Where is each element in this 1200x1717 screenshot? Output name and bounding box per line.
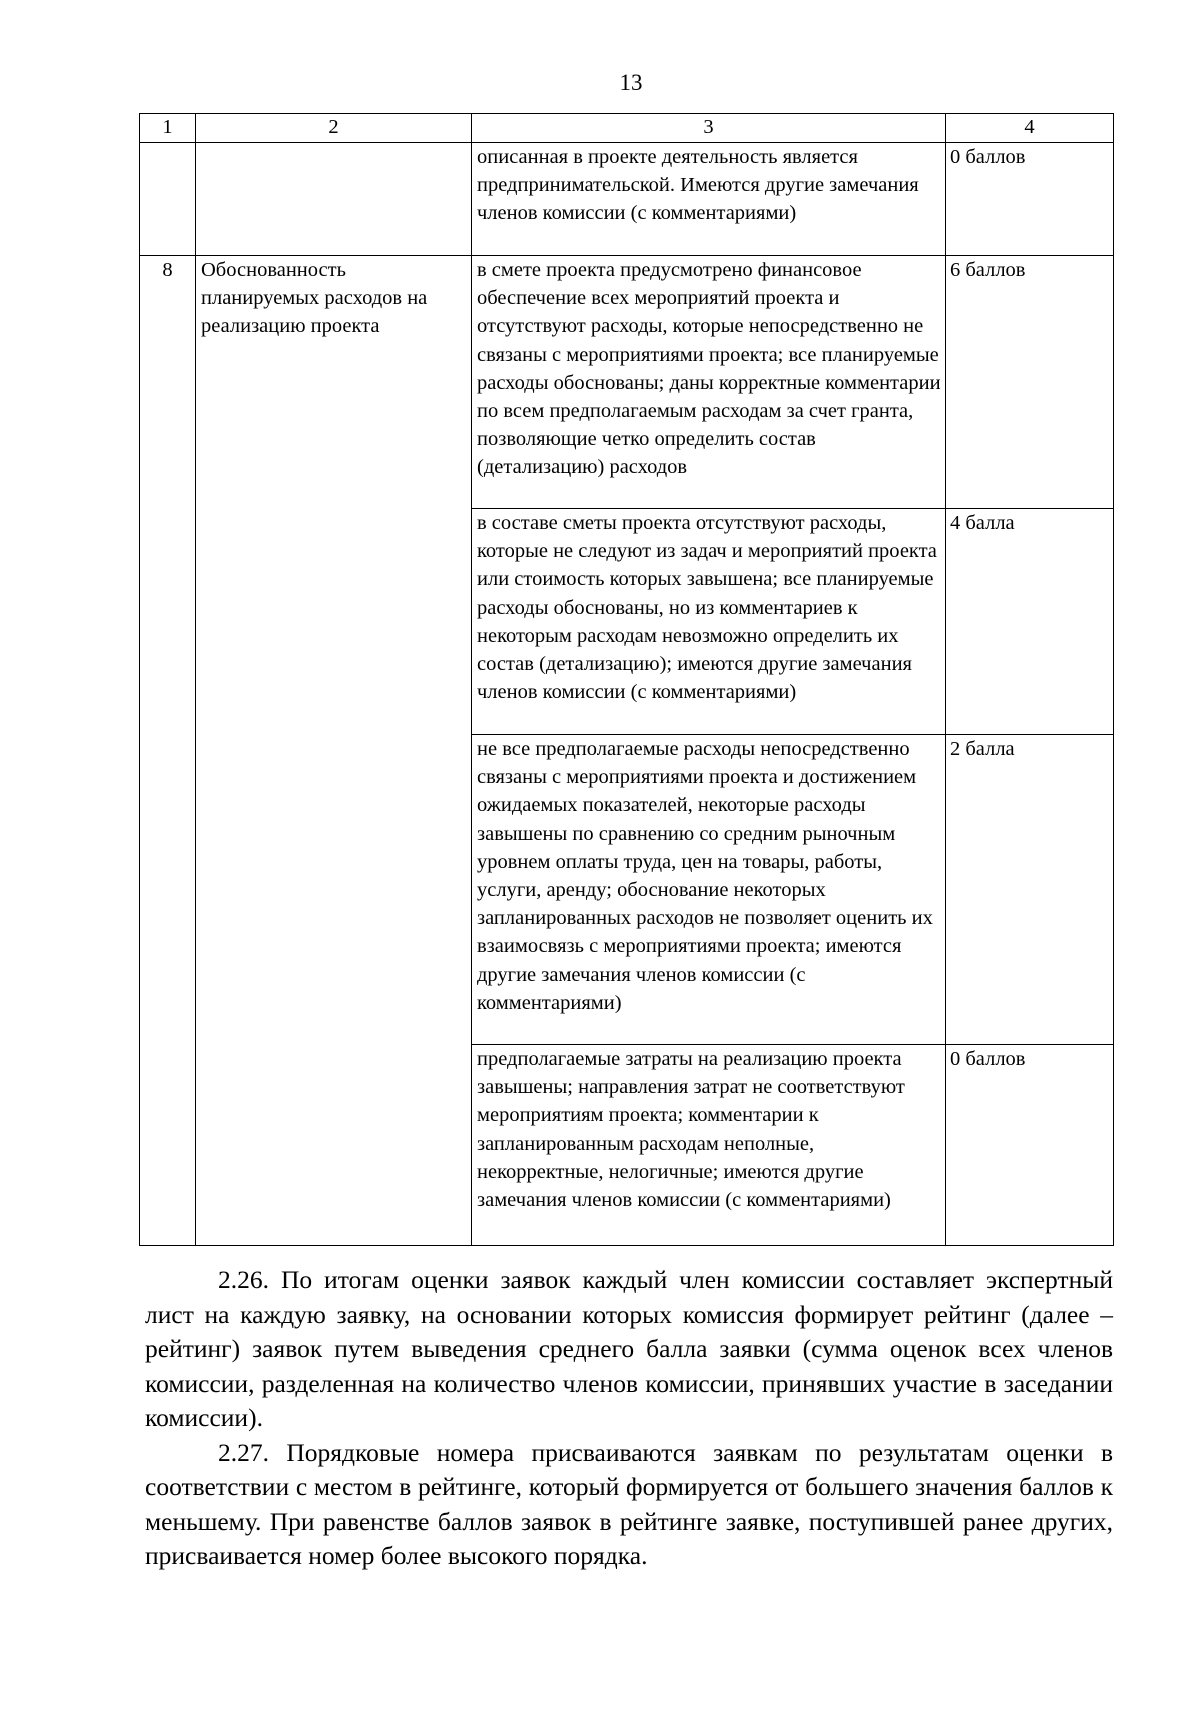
- column-header: 3: [472, 114, 946, 143]
- paragraph-2-26: 2.26. По итогам оценки заявок каждый член комиссии составляет экспертный лист на каждую заявку, на основании которых комиссия формирует рейтинг (далее – рейтинг) заявок путем выведения среднего балла заявки (сумма оценок всех членов комиссии, разделенная на количество членов комиссии, принявших участие в заседании комиссии).: [145, 1265, 1113, 1432]
- page-number: 13: [619, 70, 643, 95]
- table-header-row: [140, 114, 1114, 143]
- table-row: [140, 143, 1114, 256]
- body-text: [145, 1263, 1113, 1574]
- column-header: 4: [946, 114, 1114, 143]
- level-description: описанная в проекте деятельность является предпринимательской. Имеются другие замечания членов комиссии (с комментариями): [472, 143, 946, 256]
- column-header: 1: [140, 114, 196, 143]
- table-row: [140, 256, 1114, 509]
- level-score: 0 баллов: [946, 1045, 1114, 1246]
- column-header: 2: [196, 114, 472, 143]
- level-score: 2 балла: [946, 735, 1114, 1045]
- level-description: не все предполагаемые расходы непосредственно связаны с мероприятиями проекта и достижением ожидаемых показателей, некоторые расходы завышены по сравнению со средним рыночным уровнем оплаты труда, цен на товары, работы, услуги, аренду; обоснование некоторых запланированных расходов не позволяет оценить их взаимосвязь с мероприятиями проекта; имеются другие замечания членов комиссии (с комментариями): [472, 735, 946, 1045]
- level-score: 4 балла: [946, 509, 1114, 735]
- level-description: в составе сметы проекта отсутствуют расходы, которые не следуют из задач и мероприятий проекта или стоимость которых завышена; все планируемые расходы обоснованы, но из комментариев к некоторым расходам невозможно определить их состав (детализацию); имеются другие замечания членов комиссии (с комментариями): [472, 509, 946, 735]
- level-score: 0 баллов: [946, 143, 1114, 256]
- level-score: 6 баллов: [946, 256, 1114, 509]
- criterion-number: 8: [140, 256, 196, 1246]
- criterion-name-cell: [196, 143, 472, 256]
- level-description: предполагаемые затраты на реализацию проекта завышены; направления затрат не соответствуют мероприятиям проекта; комментарии к запланированным расходам неполные, некорректные, нелогичные; имеются другие замечания членов комиссии (с комментариями): [472, 1045, 946, 1246]
- criterion-number-cell: [140, 143, 196, 256]
- criteria-table: [139, 113, 1114, 1246]
- level-description: в смете проекта предусмотрено финансовое обеспечение всех мероприятий проекта и отсутствуют расходы, которые непосредственно не связаны с мероприятиями проекта; все планируемые расходы обоснованы; даны корректные комментарии по всем предполагаемым расходам за счет гранта, позволяющие четко определить состав (детализацию) расходов: [472, 256, 946, 509]
- criterion-name: Обоснованность планируемых расходов на реализацию проекта: [196, 256, 472, 1246]
- paragraph-2-27: 2.27. Порядковые номера присваиваются заявкам по результатам оценки в соответствии с местом в рейтинге, который формируется от большего значения баллов к меньшему. При равенстве баллов заявок в рейтинге заявке, поступившей ранее других, присваивается номер более высокого порядка.: [145, 1437, 1113, 1570]
